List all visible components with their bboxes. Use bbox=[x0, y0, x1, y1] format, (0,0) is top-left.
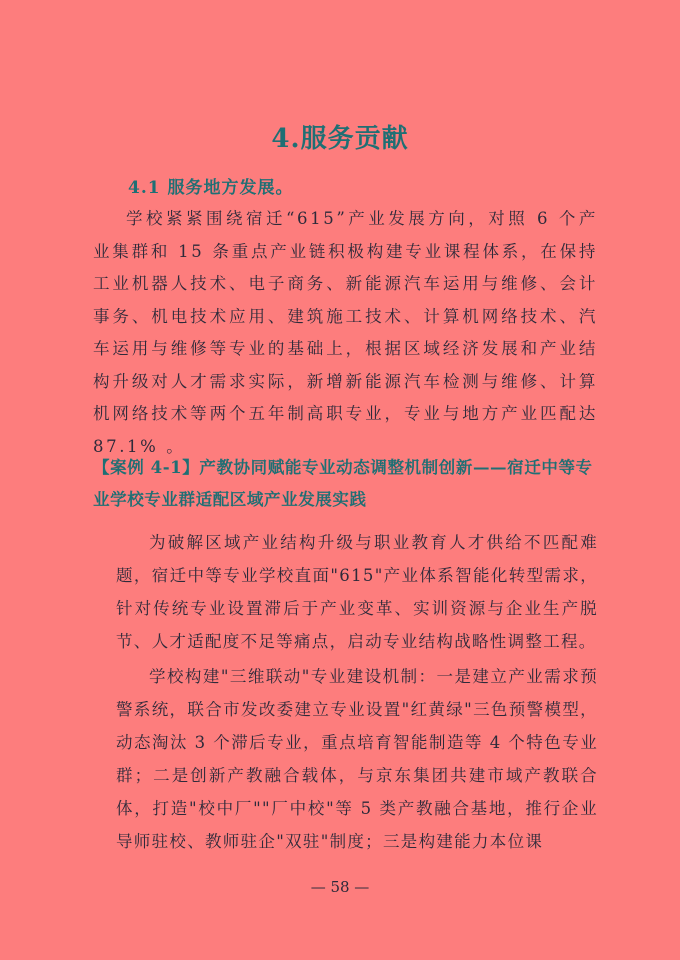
case-title: 【案例 4-1】产教协同赋能专业动态调整机制创新——宿迁中等专业学校专业群适配区域产业发展实践 bbox=[93, 458, 593, 509]
body-paragraph: 学校紧紧围绕宿迁“615”产业发展方向，对照 6 个产业集群和 15 条重点产业链积极构建专业课程体系，在保持工业机器人技术、电子商务、新能源汽车运用与维修、会计事务、机电技术应用、建筑施工技术、计算机网络技术、汽车运用与维修等专业的基础上，根据区域经济发展和产业结构升级对人才需求实际，新增新能源汽车检测与维修、计算机网络技术等两个五年制高职专业，专业与地方产业匹配达 87.1% 。 bbox=[93, 209, 598, 456]
case-paragraph: 为破解区域产业结构升级与职业教育人才供给不匹配难题，宿迁中等专业学校直面"615"产业体系智能化转型需求，针对传统专业设置滞后于产业变革、实训资源与企业生产脱节、人才适配度不足等痛点，启动专业结构战略性调整工程。 bbox=[116, 533, 598, 651]
section-heading: 4.1 服务地方发展。 bbox=[128, 178, 294, 198]
chapter-title: 4.服务贡献 bbox=[271, 124, 409, 154]
case-paragraph: 学校构建"三维联动"专业建设机制：一是建立产业需求预警系统，联合市发改委建立专业设置"红黄绿"三色预警模型，动态淘汰 3 个滞后专业，重点培育智能制造等 4 个特色专业群；二是创新产教融合载体，与京东集团共建市域产教联合体，打造"校中厂""厂中校"等 5 类产教融合基地，推行企业导师驻校、教师驻企"双驻"制度；三是构建能力本位课 bbox=[116, 667, 598, 851]
page-number: — 58 — bbox=[310, 878, 370, 896]
